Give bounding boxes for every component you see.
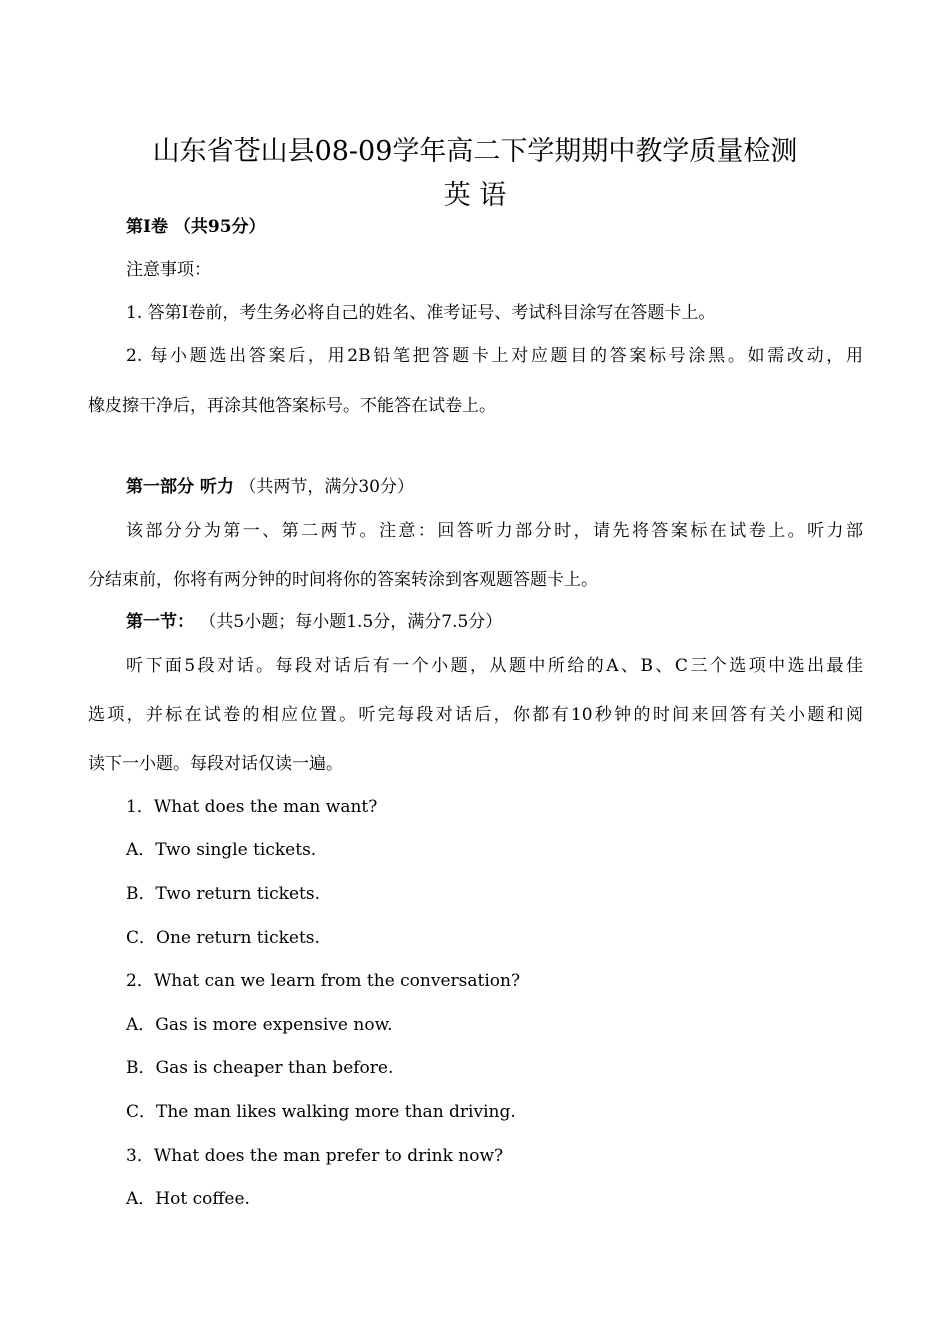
question-2: 2．What can we learn from the conversation? (126, 971, 521, 991)
notice-item-2-line-2: 橡皮擦干净后，再涂其他答案标号。不能答在试卷上。 (88, 396, 496, 416)
option-2b: B．Gas is cheaper than before. (126, 1058, 394, 1078)
part1-heading-score: （共两节，满分30分） (239, 477, 414, 497)
notice-heading: 注意事项： (126, 260, 211, 280)
option-1a: A．Two single tickets. (126, 840, 317, 860)
part1-desc-line-2: 分结束前，你将有两分钟的时间将你的答案转涂到客观题答题卡上。 (88, 570, 598, 590)
part1-heading-title: 第一部分 听力 (126, 477, 234, 497)
part1-desc-line-1: 该部分分为第一、第二两节。注意：回答听力部分时，请先将答案标在试卷上。听力部 (126, 521, 863, 541)
question-1: 1．What does the man want? (126, 797, 378, 817)
section1-desc-line-3: 读下一小题。每段对话仅读一遍。 (88, 754, 343, 774)
option-2a: A．Gas is more expensive now. (126, 1015, 393, 1035)
section1-desc-line-1: 听下面5段对话。每段对话后有一个小题，从题中所给的A、B、C三个选项中选出最佳 (126, 656, 863, 676)
section1-heading (126, 611, 502, 633)
exam-title: 山东省苍山县08-09学年高二下学期期中教学质量检测 (152, 136, 798, 167)
notice-item-1: 1. 答第I卷前，考生务必将自己的姓名、准考证号、考试科目涂写在答题卡上。 (126, 303, 716, 323)
notice-item-2-line-1: 2. 每小题选出答案后，用2B铅笔把答题卡上对应题目的答案标号涂黑。如需改动，用 (126, 346, 863, 366)
part1-heading (126, 476, 414, 498)
option-1b: B．Two return tickets. (126, 884, 320, 904)
section1-heading-score: （共5小题；每小题1.5分，满分7.5分） (199, 612, 503, 632)
question-3: 3．What does the man prefer to drink now? (126, 1146, 504, 1166)
volume-heading: 第Ⅰ卷 （共95分） (126, 217, 266, 237)
option-3a: A．Hot coffee. (126, 1189, 250, 1209)
section1-desc-line-2: 选项，并标在试卷的相应位置。听完每段对话后，你都有10秒钟的时间来回答有关小题和阅 (88, 705, 863, 725)
option-2c: C．The man likes walking more than driving. (126, 1102, 516, 1122)
section1-heading-title: 第一节： (126, 612, 194, 632)
option-1c: C．One return tickets. (126, 928, 320, 948)
subject-title: 英 语 (443, 180, 507, 211)
